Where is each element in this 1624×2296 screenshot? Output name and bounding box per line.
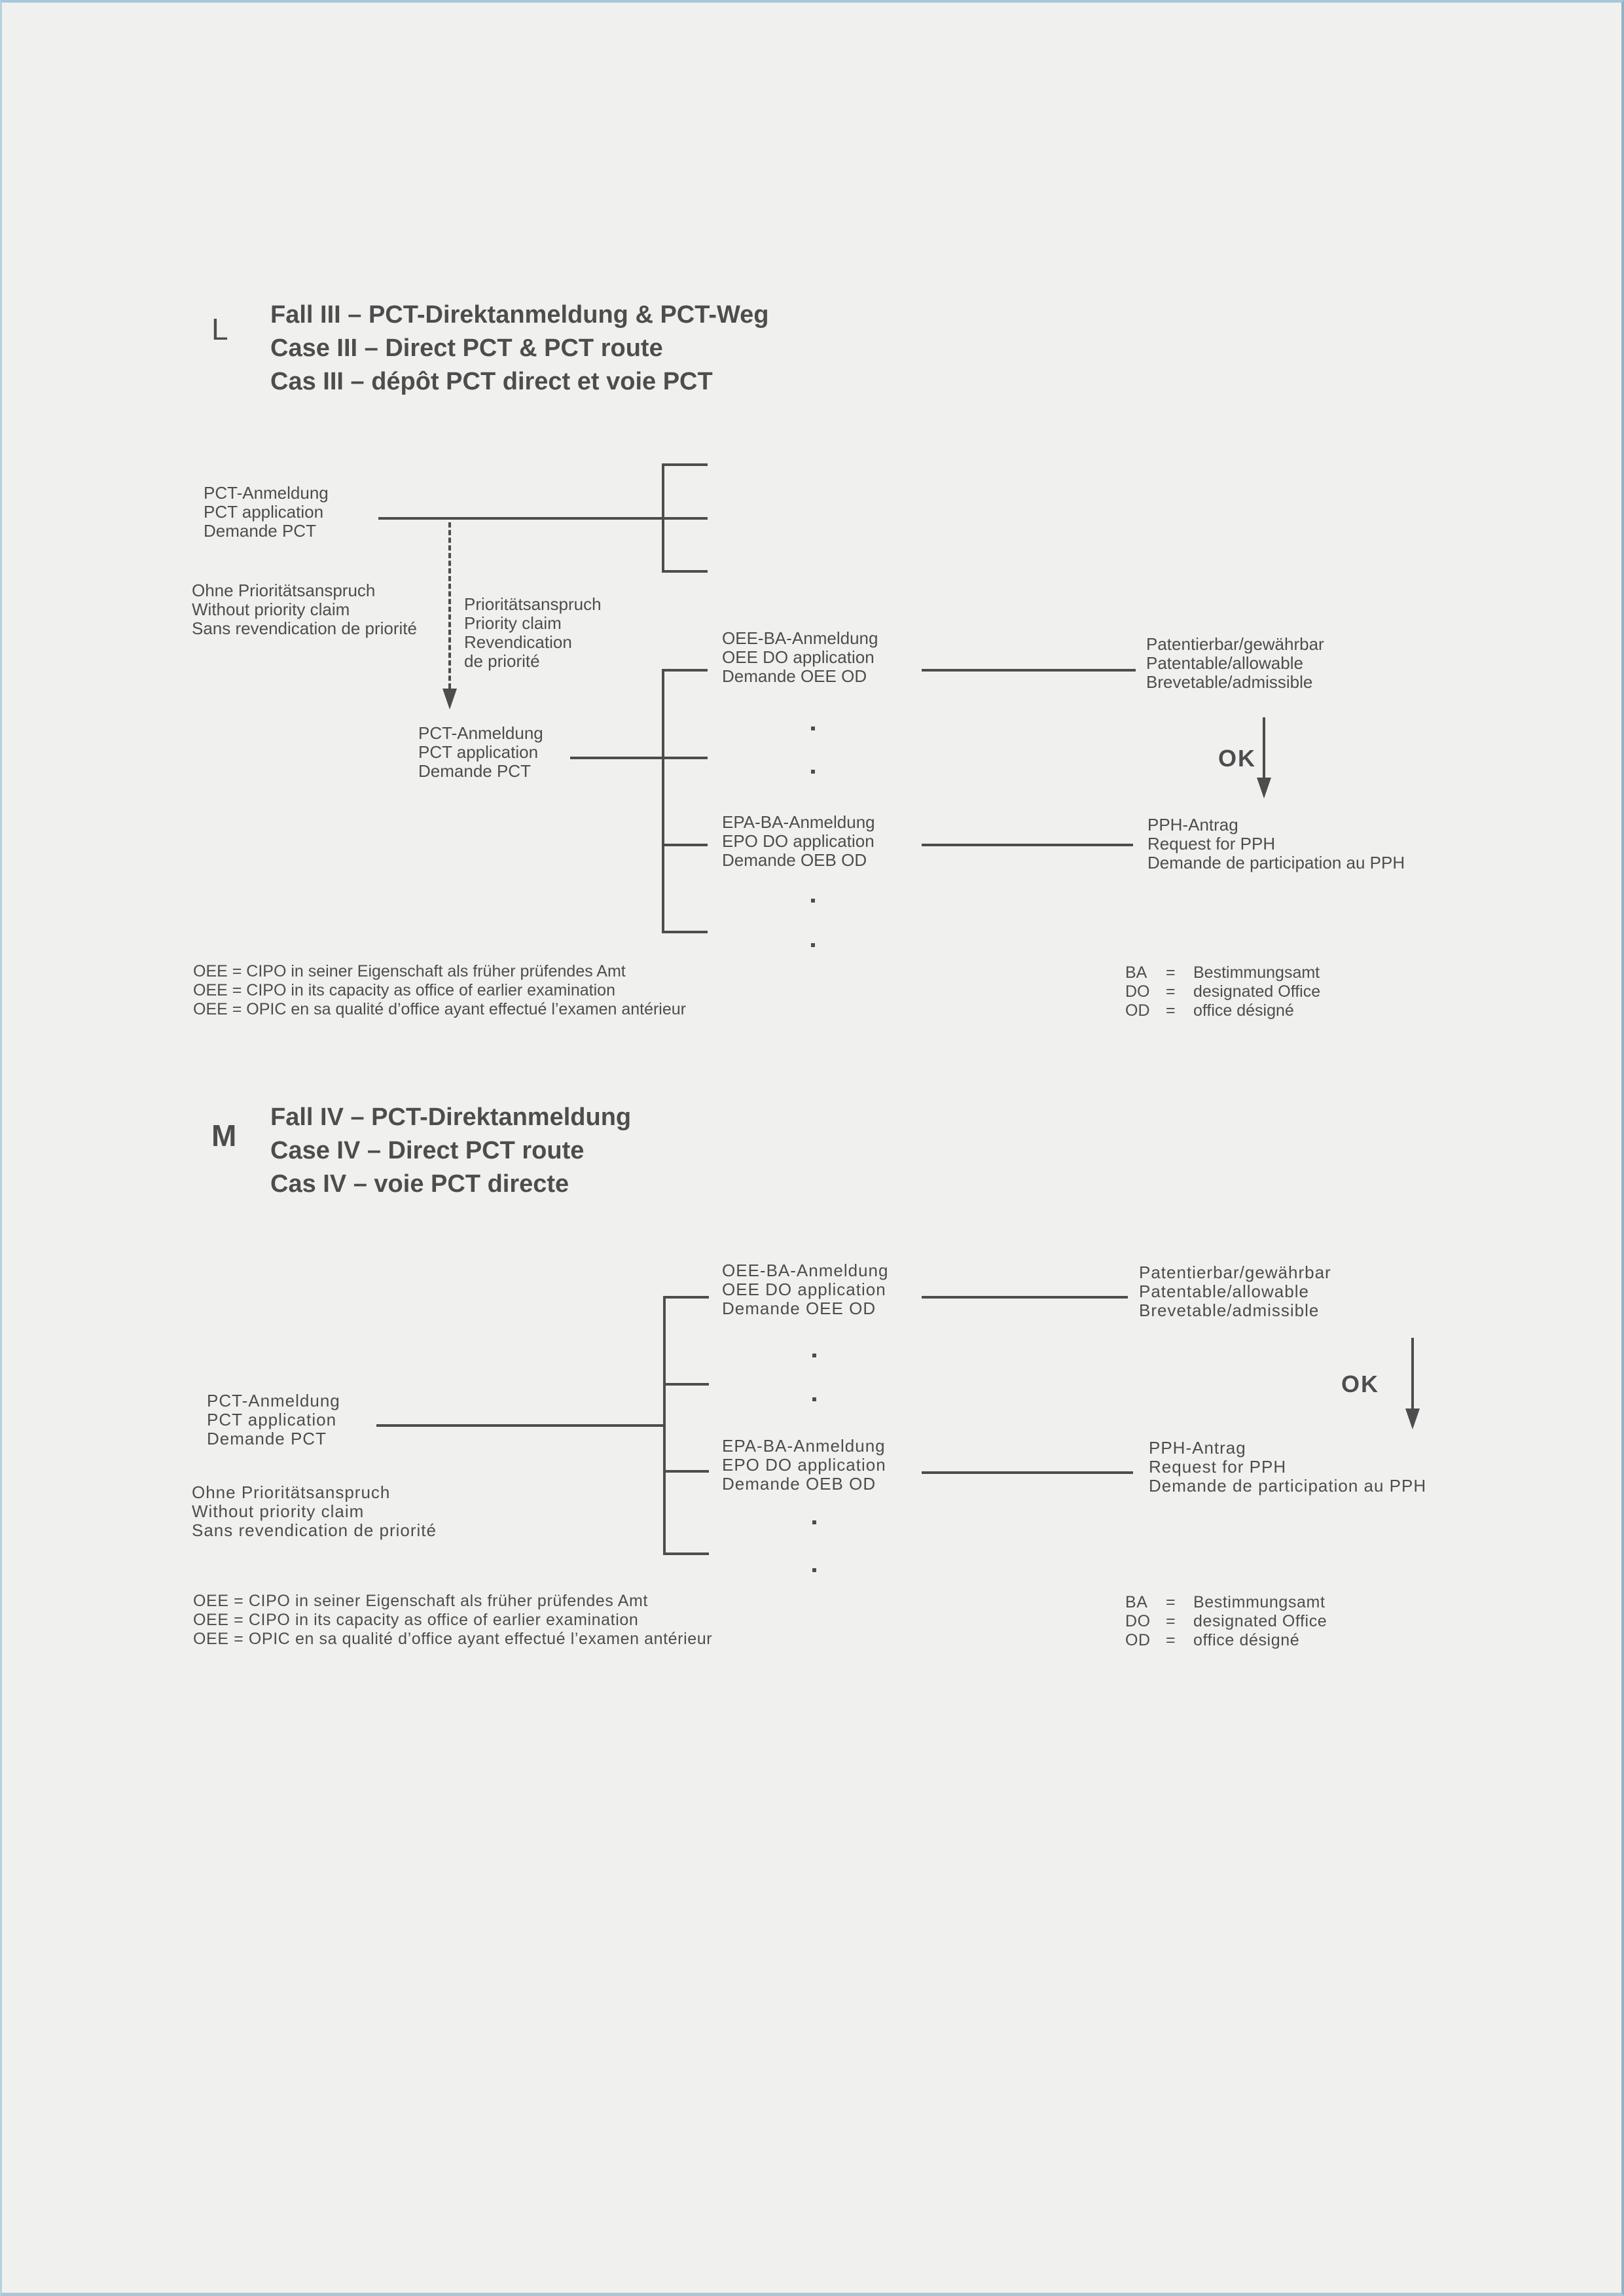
l-priority-claim-label: Prioritätsanspruch Priority claim Revendication de priorité [464,594,602,671]
l-branch-tick-oee [662,669,708,672]
m-without-priority-label: Ohne Prioritätsanspruch Without priority claim Sans revendication de priorité [192,1482,437,1540]
m-pct-application-label: PCT-Anmeldung PCT application Demande PCT [207,1391,340,1448]
l-branch-bracket-vertical [662,669,664,933]
l-priority-dashed-line [448,522,451,689]
l-pct-application-2-label: PCT-Anmeldung PCT application Demande PCT [418,723,543,781]
l-ok-arrow-head-icon [1257,778,1271,798]
l-branch-tick-epo [662,844,708,846]
l-ellipsis-dot [811,943,815,947]
l-line-pct2-to-bracket [570,757,708,759]
section-l-title-en: Case III – Direct PCT & PCT route [270,334,663,362]
m-ok-arrow-head-icon [1405,1408,1420,1429]
l-line-oee-to-patentable [922,669,1136,672]
l-priority-arrow-head-icon [442,689,457,709]
section-m-title-fr: Cas IV – voie PCT directe [270,1170,569,1198]
section-l-title-fr: Cas III – dépôt PCT direct et voie PCT [270,368,713,395]
l-ellipsis-dot [811,726,815,730]
section-l-title [270,298,769,399]
section-m-letter: M [211,1119,237,1153]
m-pph-request-label: PPH-Antrag Request for PPH Demande de participation au PPH [1149,1438,1427,1496]
l-abbr-legend: BA = Bestimmungsamt DO = designated Office OD = office désigné [1125,963,1321,1020]
m-epo-do-label: EPA-BA-Anmeldung EPO DO application Demande OEB OD [722,1436,886,1494]
l-patentable-label: Patentierbar/gewährbar Patentable/allowable Brevetable/admissible [1146,634,1324,692]
m-line-oee-to-patentable [922,1296,1128,1299]
l-ok-label: OK [1218,745,1256,772]
m-abbr-legend: BA = Bestimmungsamt DO = designated Office OD = office désigné [1125,1593,1327,1649]
m-ellipsis-dot [812,1397,816,1401]
m-oee-do-label: OEE-BA-Anmeldung OEE DO application Demande OEE OD [722,1261,889,1318]
l-pph-request-label: PPH-Antrag Request for PPH Demande de participation au PPH [1147,815,1405,872]
m-ellipsis-dot [812,1354,816,1357]
l-branch-tick-bottom [662,931,708,933]
m-branch-tick-epo [663,1470,709,1473]
section-m-title [270,1101,631,1201]
l-oee-legend: OEE = CIPO in seiner Eigenschaft als früher prüfendes Amt OEE = CIPO in its capacity as office of earlier examination OEE = OPIC en sa qualité d’office ayant effectué l’examen antérieur [193,962,686,1018]
section-m-title-de: Fall IV – PCT-Direktanmeldung [270,1103,632,1131]
l-top-fork-vertical [662,463,664,573]
section-l-letter: L [211,312,228,346]
m-branch-bracket-vertical [663,1296,666,1555]
l-pct-application-label: PCT-Anmeldung PCT application Demande PCT [204,483,329,541]
l-without-priority-label: Ohne Prioritätsanspruch Without priority claim Sans revendication de priorité [192,581,417,638]
section-l-title-de: Fall III – PCT-Direktanmeldung & PCT-Weg [270,301,769,329]
l-ok-arrow-line [1263,717,1265,778]
section-m-title-en: Case IV – Direct PCT route [270,1137,585,1164]
l-top-fork-tick-upper [662,463,708,466]
m-ellipsis-dot [812,1520,816,1524]
m-oee-legend: OEE = CIPO in seiner Eigenschaft als früher prüfendes Amt OEE = CIPO in its capacity as office of earlier examination OEE = OPIC en sa qualité d’office ayant effectué l’examen antérieur [193,1592,713,1648]
m-line-pct-to-bracket [376,1424,663,1427]
l-oee-do-label: OEE-BA-Anmeldung OEE DO application Demande OEE OD [722,628,878,686]
m-branch-tick-oee [663,1296,709,1299]
m-patentable-label: Patentierbar/gewährbar Patentable/allowable Brevetable/admissible [1139,1263,1331,1320]
l-line-epo-to-pph [922,844,1133,846]
l-top-fork-tick-lower [662,570,708,573]
l-line-pct-to-fork [378,517,708,520]
m-ellipsis-dot [812,1568,816,1572]
m-branch-tick-mid [663,1383,709,1386]
l-epo-do-label: EPA-BA-Anmeldung EPO DO application Demande OEB OD [722,812,875,870]
m-ok-arrow-line [1411,1338,1414,1408]
m-line-epo-to-pph [922,1471,1133,1474]
m-ok-label: OK [1341,1371,1379,1397]
m-branch-tick-bottom [663,1552,709,1555]
l-ellipsis-dot [811,770,815,774]
l-ellipsis-dot [811,899,815,903]
